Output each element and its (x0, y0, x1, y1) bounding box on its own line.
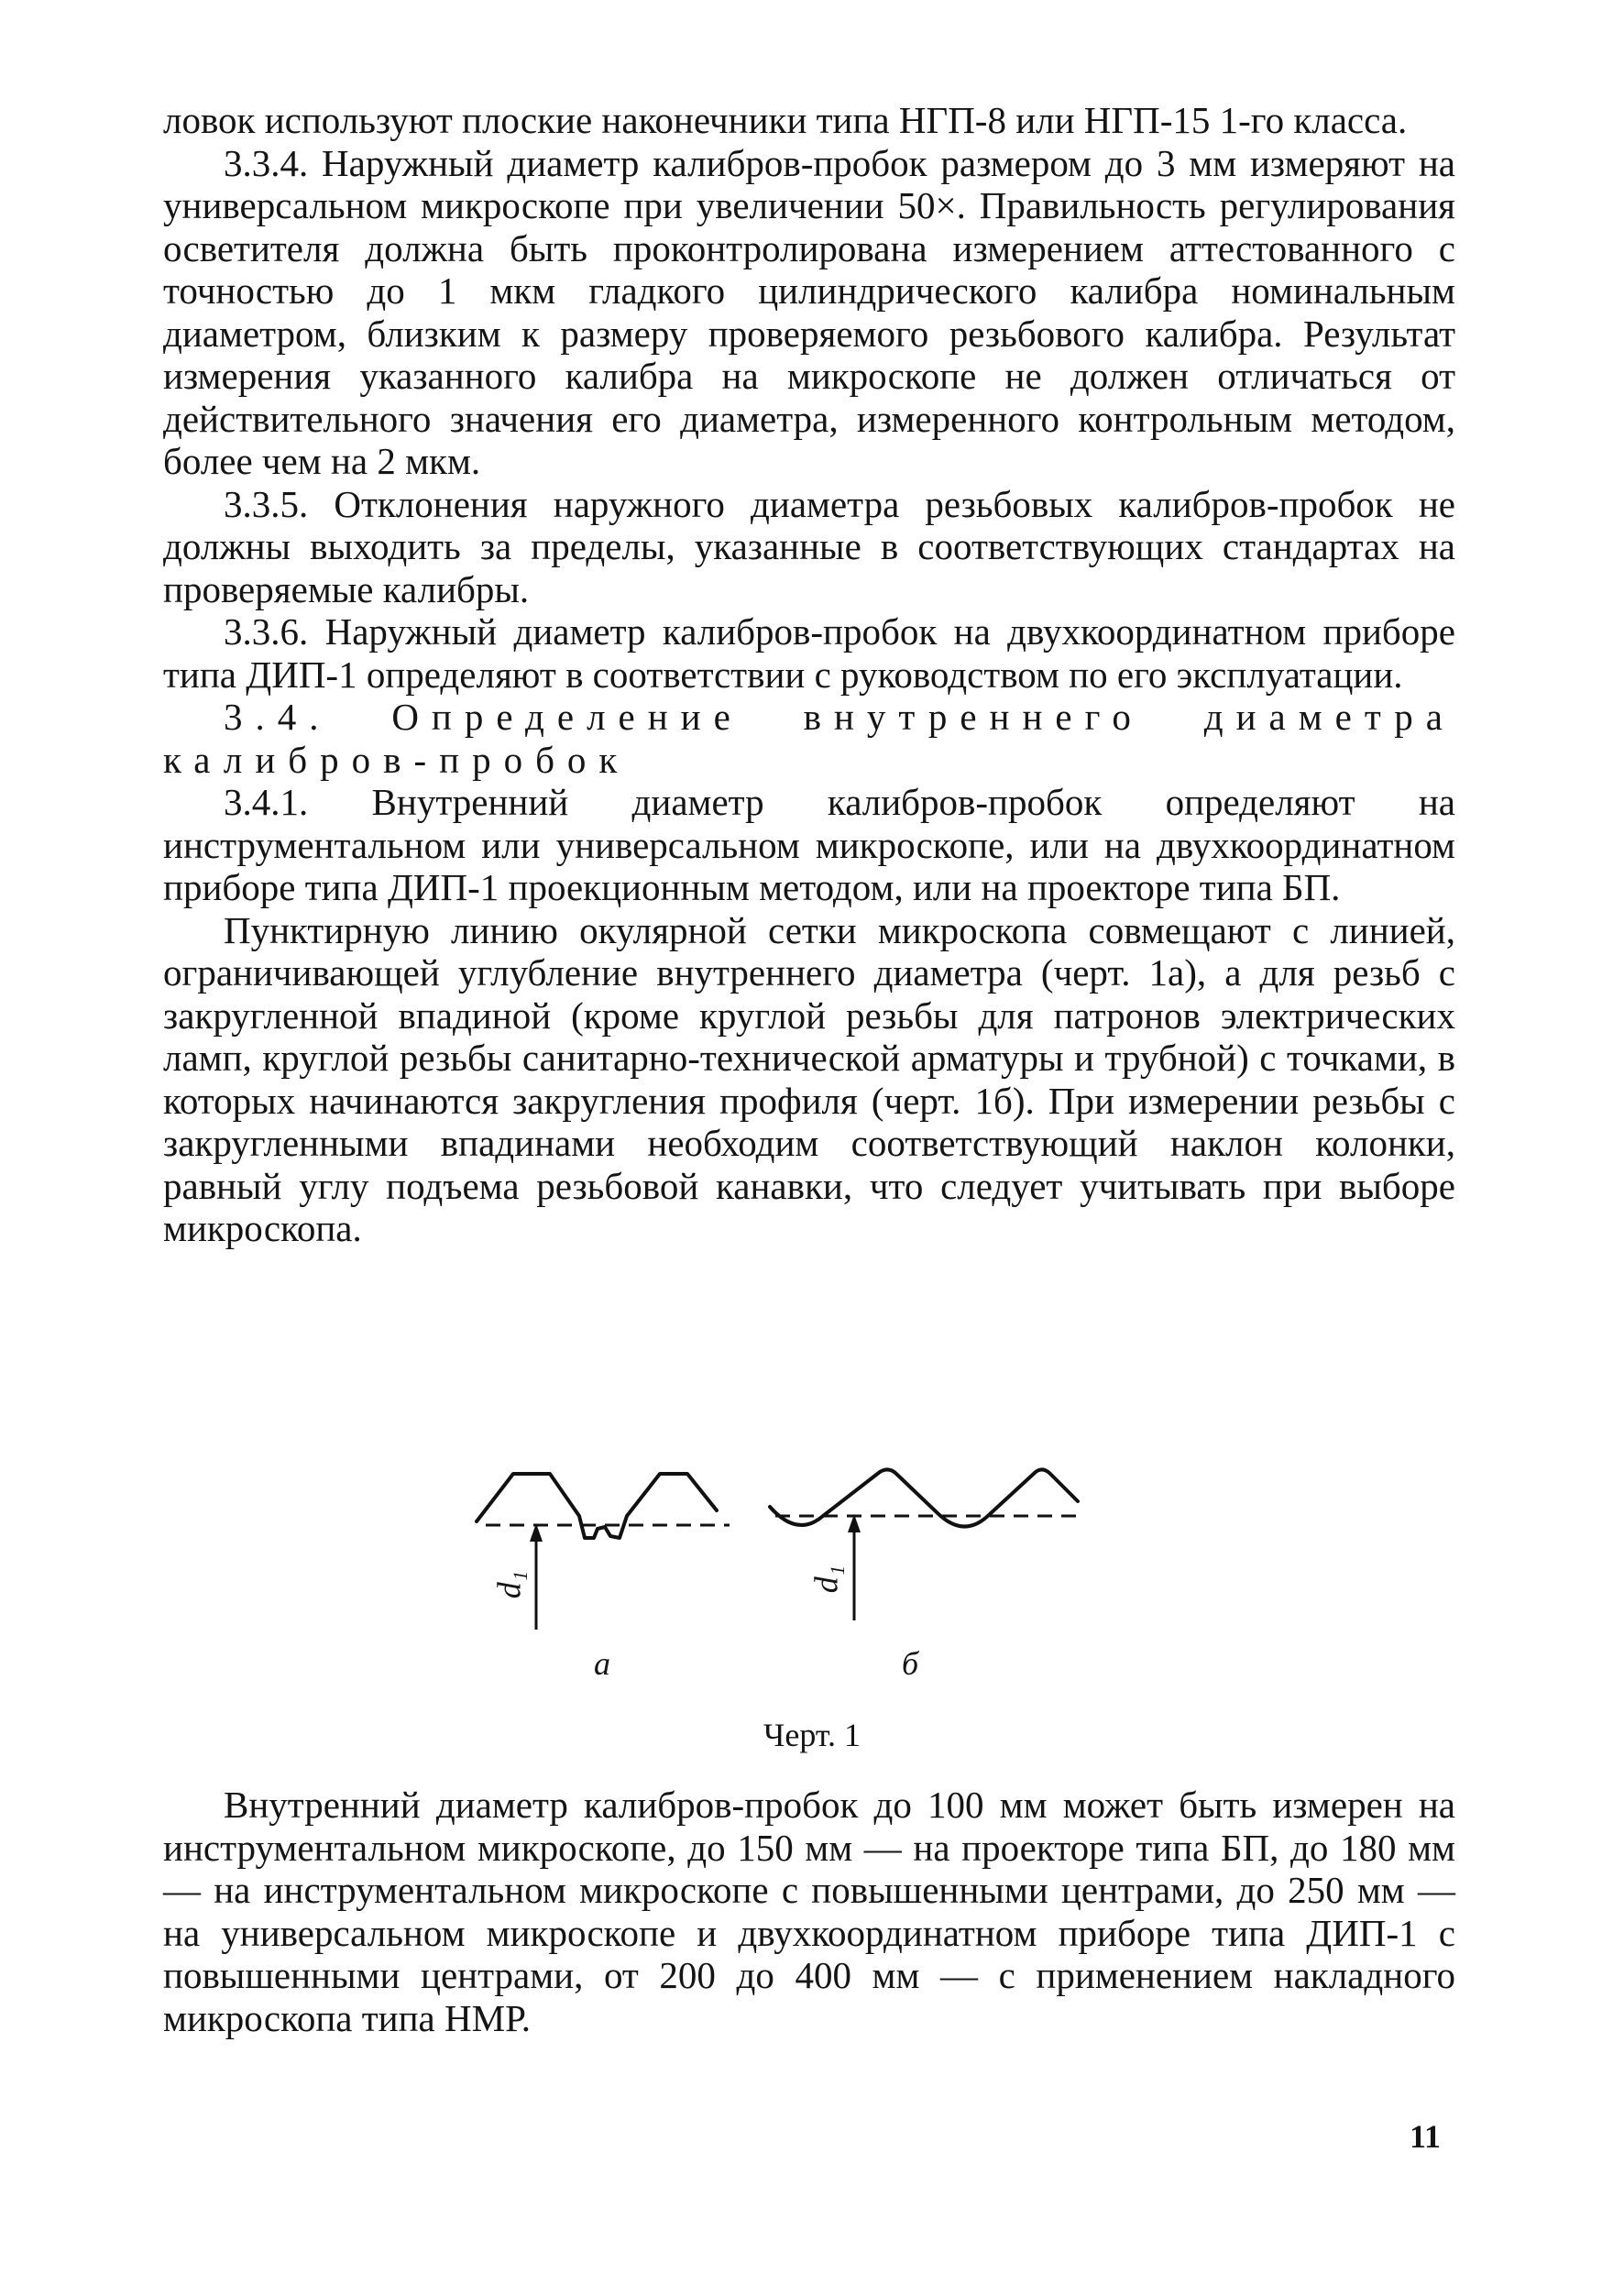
paragraph-3-3-6: 3.3.6. Наружный диаметр калибров-пробок на двухкоординатном приборе типа ДИП-1 определяют в соответствии с руководством по его эксплуатации. (163, 610, 1455, 696)
paragraph-measurement-ranges: Внутренний диаметр калибров-пробок до 100 мм может быть измерен на инструментальном микроскопе, до 150 мм — на проекторе типа БП, до 180 мм — на инструментальном микроскопе с повышенными центрами, до 250 мм — на универсальном микроскопе и двухкоординатном приборе типа ДИП-1 с повышенными центрами, от 200 до 400 мм — с применением накладного микроскопа типа НМР. (163, 1784, 1455, 2039)
body-text-bottom (163, 1784, 1455, 2039)
page-number: 11 (1409, 2118, 1441, 2155)
thread-profile-drawing (458, 1465, 1081, 1703)
thread-profile-a (477, 1474, 717, 1538)
paragraph-3-3-4: 3.3.4. Наружный диаметр калибров-пробок размером до 3 мм измеряют на универсальном микроскопе при увеличении 50×. Правильность регулирования осветителя должна быть проконтролирована измерением аттестованного с точностью до 1 мкм гладкого цилиндрического калибра номинальным диаметром, близким к размеру проверяемого резьбового калибра. Результат измерения указанного калибра на микроскопе не должен отличаться от действительного значения его диаметра, измеренного контрольным методом, более чем на 2 мкм. (163, 141, 1455, 482)
figure-label-b: б (902, 1645, 919, 1682)
paragraph-dotted-line: Пунктирную линию окулярной сетки микроскопа совмещают с линией, ограничивающей углубление внутреннего диаметра (черт. 1а), а для резьб с закругленной впадиной (кроме круглой резьбы для патронов электрических ламп, круглой резьбы санитарно-технической арматуры и трубной) с точками, в которых начинаются закругления профиля (черт. 1б). При измерении резьбы с закругленными впадинами необходим соответствующий наклон колонки, равный углу подъема резьбовой канавки, что следует учитывать при выборе микроскопа. (163, 908, 1455, 1249)
figure-caption: Черт. 1 (763, 1717, 861, 1753)
figure-label-a: а (594, 1645, 610, 1682)
paragraph-continuation: ловок используют плоские наконечники типа НГП-8 или НГП-15 1-го класса. (163, 99, 1408, 141)
body-text-top (163, 99, 1455, 1250)
dimension-label-b: d₁ (807, 1565, 845, 1594)
thread-profile-b (770, 1469, 1078, 1526)
paragraph-3-3-5: 3.3.5. Отклонения наружного диаметра резьбовых калибров-пробок не должны выходить за пределы, указанные в соответствующих стандартах на проверяемые калибры. (163, 482, 1455, 610)
dimension-label-a: d₁ (490, 1570, 528, 1599)
thread-profile-figure (458, 1465, 1081, 1703)
section-heading-3-4: 3.4. Определение внутреннего диаметра калибров-пробок (163, 696, 1455, 781)
paragraph-3-4-1: 3.4.1. Внутренний диаметр калибров-пробок определяют на инструментальном или универсальном микроскопе, или на двухкоординатном приборе типа ДИП-1 проекционным методом, или на проекторе типа БП. (163, 781, 1455, 908)
